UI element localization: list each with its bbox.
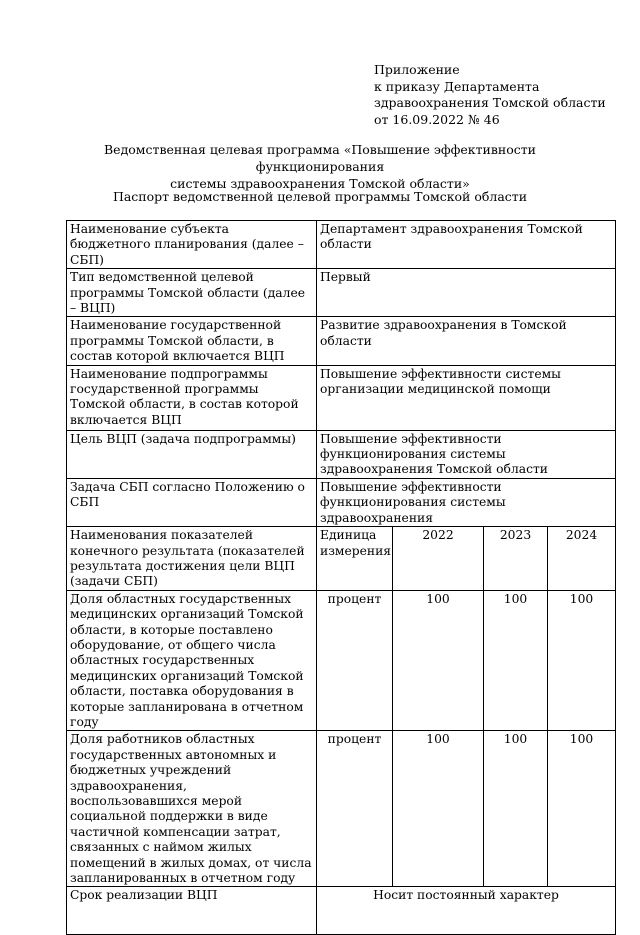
row-value: Повышение эффективности функционирования системы здравоохранения — [317, 478, 616, 526]
appendix-line: здравоохранения Томской области — [374, 95, 606, 111]
year-header: 2023 — [484, 527, 548, 591]
indicator-row — [67, 731, 616, 887]
indicator-value: 100 — [548, 590, 616, 731]
row-value: Департамент здравоохранения Томской области — [317, 221, 616, 269]
indicator-name: Доля работников областных государственных автономных и бюджетных учреждений здравоохранения, воспользовавшихся мерой социальной поддержки в виде частичной компенсации затрат, связанных с наймом жилых помещений в жилых домах, от числа запланированных в отчетном году — [67, 731, 317, 887]
appendix-block — [374, 62, 606, 128]
row-label: Цель ВЦП (задача подпрограммы) — [67, 430, 317, 478]
appendix-line: к приказу Департамента — [374, 78, 540, 94]
program-title-line: Ведомственная целевая программа «Повышение эффективности функционирования — [104, 142, 536, 174]
row-label: Тип ведомственной целевой программы Томской области (далее – ВЦП) — [67, 269, 317, 317]
table-row — [67, 317, 616, 365]
row-value: Повышение эффективности функционирования системы здравоохранения Томской области — [317, 430, 616, 478]
indicator-value: 100 — [484, 590, 548, 731]
indicator-value: 100 — [484, 731, 548, 887]
row-value: Развитие здравоохранения в Томской области — [317, 317, 616, 365]
indicator-value: 100 — [393, 731, 484, 887]
year-header: 2022 — [393, 527, 484, 591]
indicator-value: 100 — [548, 731, 616, 887]
program-title — [40, 141, 600, 192]
term-label: Срок реализации ВЦП — [67, 887, 317, 935]
indicator-unit: процент — [317, 590, 393, 731]
program-title-line: системы здравоохранения Томской области» — [170, 176, 470, 191]
row-label: Наименование субъекта бюджетного планирования (далее – СБП) — [67, 221, 317, 269]
row-label: Наименование государственной программы Томской области, в состав которой включается ВЦП — [67, 317, 317, 365]
table-row — [67, 221, 616, 269]
passport-table — [66, 220, 616, 935]
indicators-header-row — [67, 527, 616, 591]
term-value: Носит постоянный характер — [317, 887, 616, 935]
appendix-line: Приложение — [374, 62, 460, 77]
row-label: Наименование подпрограммы государственной программы Томской области, в состав которой включается ВЦП — [67, 365, 317, 430]
year-header: 2024 — [548, 527, 616, 591]
row-label: Задача СБП согласно Положению о СБП — [67, 478, 317, 526]
indicator-value: 100 — [393, 590, 484, 731]
unit-header: Единица измерения — [317, 527, 393, 591]
indicator-unit: процент — [317, 731, 393, 887]
table-row — [67, 365, 616, 430]
indicators-header-label: Наименования показателей конечного результата (показателей результата достижения цели ВЦП (задачи СБП) — [67, 527, 317, 591]
row-value: Повышение эффективности системы организации медицинской помощи — [317, 365, 616, 430]
passport-title: Паспорт ведомственной целевой программы Томской области — [112, 189, 528, 204]
indicator-row — [67, 590, 616, 731]
term-row — [67, 887, 616, 935]
table-row — [67, 269, 616, 317]
appendix-line: от 16.09.2022 № 46 — [374, 111, 500, 127]
table-row — [67, 430, 616, 478]
indicator-name: Доля областных государственных медицинских организаций Томской области, в которые поставлено оборудование, от общего числа областных государственных медицинских организаций Томской области, поставка оборудования в которые запланирована в отчетном году — [67, 590, 317, 731]
table-row — [67, 478, 616, 526]
row-value: Первый — [317, 269, 616, 317]
